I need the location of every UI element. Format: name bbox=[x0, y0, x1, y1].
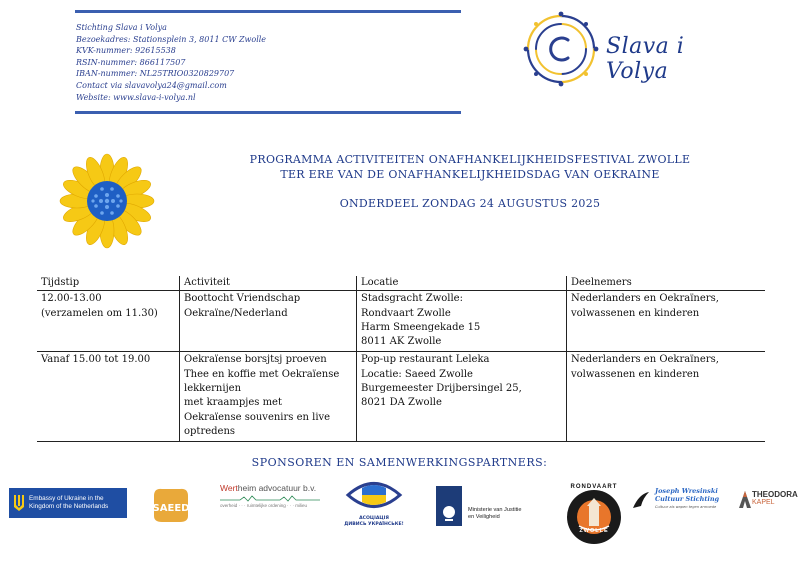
association-line: ДИВИСЬ УКРАЇНСЬКЕ! bbox=[344, 522, 404, 527]
sponsor-saeed-logo bbox=[150, 486, 192, 524]
header-bottom-rule bbox=[75, 111, 461, 114]
org-iban: IBAN-nummer: NL25TRIO0320829707 bbox=[76, 69, 235, 79]
cell-location bbox=[357, 352, 567, 442]
location-line: Rondvaart Zwolle bbox=[361, 307, 451, 319]
time-line: (verzamelen om 11.30) bbox=[41, 307, 158, 319]
time-line: Vanaf 15.00 tot 19.00 bbox=[41, 354, 151, 366]
sponsor-association-logo bbox=[342, 474, 406, 532]
wertheim-name-accent: Wert bbox=[220, 483, 238, 493]
bird-icon bbox=[631, 490, 651, 512]
rondvaart-badge-icon bbox=[565, 488, 623, 546]
sponsor-wresinski-logo bbox=[631, 486, 731, 516]
cell-participants bbox=[567, 291, 766, 352]
program-titles bbox=[200, 152, 740, 211]
location-line: Harm Smeengekade 15 bbox=[361, 321, 481, 333]
schedule-header-row bbox=[37, 276, 765, 291]
program-title-line-2: TER ERE VAN DE ONAFHANKELIJKHEIDSDAG VAN OEKRAINE bbox=[280, 168, 660, 181]
ministry-crest-bar bbox=[436, 486, 462, 526]
program-title-line-1: PROGRAMMA ACTIVITEITEN ONAFHANKELIJKHEIDSFESTIVAL ZWOLLE bbox=[249, 153, 691, 166]
crest-icon bbox=[436, 486, 462, 526]
organization-details bbox=[76, 22, 266, 103]
location-line: Stadsgracht Zwolle: bbox=[361, 293, 463, 305]
header-top-rule bbox=[75, 10, 461, 13]
participants-line: volwassenen en kinderen bbox=[571, 368, 700, 380]
association-line: АСОЦІАЦІЯ bbox=[359, 516, 389, 521]
svg-text:SAEED: SAEED bbox=[152, 503, 190, 514]
sponsor-rondvaart-logo bbox=[565, 484, 623, 546]
wresinski-line: Cultuur Stichting bbox=[655, 494, 720, 503]
org-name: Stichting Slava i Volya bbox=[76, 23, 167, 32]
slava-i-volya-logo bbox=[520, 8, 740, 90]
theodora-peak-icon bbox=[738, 490, 752, 510]
cell-participants bbox=[567, 352, 766, 442]
column-header-time: Tijdstip bbox=[37, 276, 180, 291]
location-line: 8021 DA Zwolle bbox=[361, 397, 442, 409]
wertheim-name-rest: heim advocatuur b.v. bbox=[237, 483, 317, 493]
wertheim-tagline: overheid · · · ruimtelijke ordening · · · milieu bbox=[220, 503, 308, 508]
activity-line: lekkernijen bbox=[184, 383, 242, 395]
rondvaart-top-text: RONDVAART bbox=[570, 484, 618, 490]
program-subtitle-date: ONDERDEEL ZONDAG 24 AUGUSTUS 2025 bbox=[339, 197, 601, 210]
logo-emblem-icon bbox=[520, 8, 602, 90]
org-address: Bezoekadres: Stationsplein 3, 8011 CW Zwolle bbox=[76, 34, 267, 44]
cell-activity bbox=[180, 352, 357, 442]
wresinski-line: Joseph Wresinski bbox=[655, 487, 718, 495]
trident-icon bbox=[12, 493, 26, 513]
org-website[interactable]: Website: www.slava-i-volya.nl bbox=[76, 92, 196, 102]
ministry-line: en Veiligheid bbox=[468, 514, 500, 520]
wertheim-name bbox=[220, 483, 328, 493]
cell-time bbox=[37, 352, 180, 442]
sponsor-wertheim-logo bbox=[220, 483, 328, 515]
schedule-table bbox=[37, 276, 765, 442]
column-header-participants: Deelnemers bbox=[567, 276, 766, 291]
activity-line: met kraampjes met bbox=[184, 397, 282, 409]
embassy-line: Kingdom of the Netherlands bbox=[29, 503, 109, 510]
association-eye-icon bbox=[342, 474, 406, 516]
location-line: Burgemeester Drijbersingel 25, bbox=[361, 383, 522, 395]
org-contact: Contact via slavavolya24@gmail.com bbox=[76, 80, 227, 90]
participants-line: volwassenen en kinderen bbox=[571, 307, 700, 319]
sponsor-theodora-logo bbox=[738, 488, 799, 514]
org-kvk: KVK-nummer: 92615538 bbox=[76, 46, 176, 56]
activity-line: optredens bbox=[184, 425, 236, 437]
column-header-activity: Activiteit bbox=[180, 276, 357, 291]
sponsors-title: SPONSOREN EN SAMENWERKINGSPARTNERS: bbox=[251, 456, 548, 469]
embassy-line: Embassy of Ukraine in the bbox=[29, 495, 104, 502]
location-line: 8011 AK Zwolle bbox=[361, 336, 442, 348]
wertheim-wave-icon bbox=[220, 495, 328, 503]
ministry-line: Ministerie van Justitie bbox=[468, 507, 522, 513]
cell-time bbox=[37, 291, 180, 352]
table-row bbox=[37, 352, 765, 442]
location-line: Pop-up restaurant Leleka bbox=[361, 354, 490, 366]
participants-line: Nederlanders en Oekraïners, bbox=[571, 354, 719, 366]
organization-header bbox=[75, 10, 461, 114]
participants-line: Nederlanders en Oekraïners, bbox=[571, 293, 719, 305]
activity-line: Thee en koffie met Oekraïense bbox=[184, 368, 340, 380]
activity-line: Oekraïense souvenirs en live bbox=[184, 411, 331, 423]
column-header-location: Locatie bbox=[357, 276, 567, 291]
sponsor-ministry-logo bbox=[436, 486, 526, 526]
cell-location bbox=[357, 291, 567, 352]
rondvaart-bottom-text: ZWOLLE bbox=[579, 528, 609, 534]
cell-activity bbox=[180, 291, 357, 352]
table-row bbox=[37, 291, 765, 352]
theodora-name: THEODORA bbox=[752, 490, 798, 499]
sponsor-embassy-logo bbox=[9, 488, 127, 518]
sunflower-icon bbox=[58, 152, 156, 250]
activity-line: Oekraïne/Nederland bbox=[184, 307, 288, 319]
theodora-sub: KAPEL bbox=[752, 499, 775, 506]
logo-brand-text: Slava i Volya bbox=[606, 34, 685, 84]
time-line: 12.00-13.00 bbox=[41, 293, 102, 305]
location-line: Locatie: Saeed Zwolle bbox=[361, 368, 473, 380]
org-rsin: RSIN-nummer: 866117507 bbox=[76, 57, 186, 67]
wresinski-tagline: Cultuur als wapen tegen armoede bbox=[655, 505, 717, 509]
activity-line: Boottocht Vriendschap bbox=[184, 293, 301, 305]
activity-line: Oekraïense borsjtsj proeven bbox=[184, 354, 327, 366]
